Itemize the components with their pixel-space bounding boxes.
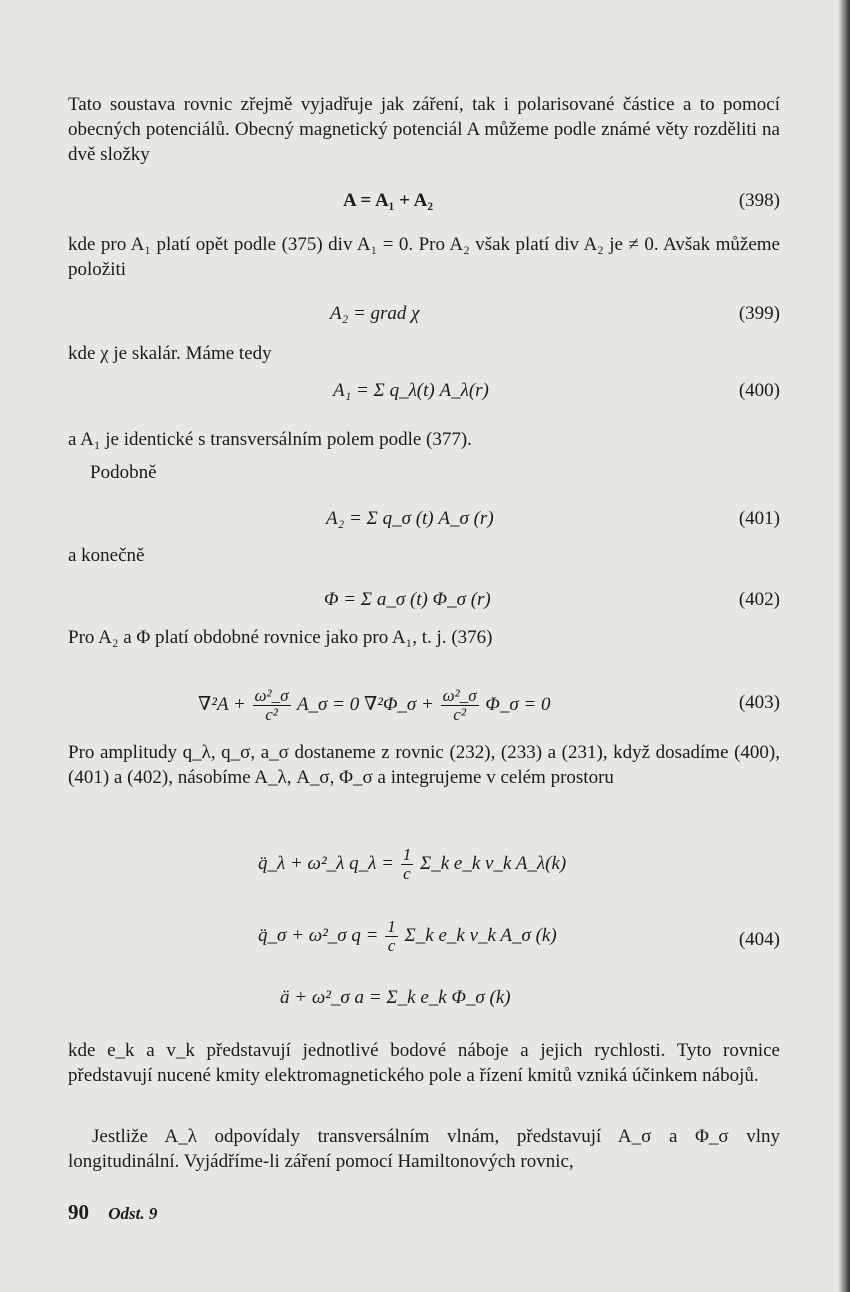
book-spine-shadow bbox=[838, 0, 850, 1292]
equation-404b-left: q̈_σ + ω²_σ q = bbox=[258, 924, 384, 946]
equation-402-number: (402) bbox=[738, 589, 780, 610]
equation-401-expr: A₂ = Σ q_σ (t) A_σ (r) bbox=[326, 508, 494, 529]
equation-400-expr: A₁ = Σ q_λ(t) A_λ(r) bbox=[333, 380, 489, 401]
equation-404b-right: Σ_k e_k v_k A_σ (k) bbox=[404, 924, 557, 946]
fraction-numerator: 1 bbox=[402, 845, 412, 864]
paragraph-5: Podobně bbox=[90, 462, 157, 483]
paragraph-10: Jestliže A_λ odpovídaly transversálním vlnám, představují A_σ a Φ_σ vlny longitudinální. Vyjádříme-li záření pomocí Hamiltonových rovnic, bbox=[68, 1126, 780, 1172]
paragraph-9: kde e_k a v_k představují jednotlivé bodové náboje a jejich rychlosti. Tyto rovnice představují nucené kmity elektromagnetického pole a řízení kmitů vzniká účinkem nábojů. bbox=[68, 1040, 780, 1086]
equation-402 bbox=[68, 584, 780, 616]
page-number: 90 bbox=[68, 1200, 89, 1224]
equation-403-number: (403) bbox=[738, 692, 780, 713]
paragraph-1: Tato soustava rovnic zřejmě vyjadřuje jak záření, tak i polarisované částice a to pomocí obecných potenciálů. Obecný magnetický potenciál A můžeme podle známé věty rozděliti na dvě složky bbox=[68, 94, 780, 165]
fraction-denominator: c bbox=[403, 864, 411, 883]
page-footer bbox=[68, 1200, 157, 1225]
equation-404b-body bbox=[258, 918, 557, 955]
equation-403-fraction-1 bbox=[253, 687, 291, 724]
equation-404-number: (404) bbox=[738, 929, 780, 950]
fraction-numerator: ω²_σ bbox=[442, 686, 477, 705]
equation-404b bbox=[68, 912, 780, 956]
equation-398 bbox=[68, 185, 780, 217]
equation-399 bbox=[68, 298, 780, 330]
paragraph-4: a A₁ je identické s transversálním polem podle (377). bbox=[68, 429, 472, 450]
equation-404a-fraction bbox=[401, 846, 414, 883]
equation-398-number: (398) bbox=[738, 190, 780, 211]
equation-402-expr: Φ = Σ a_σ (t) Φ_σ (r) bbox=[324, 589, 491, 610]
equation-403-right: Φ_σ = 0 bbox=[485, 693, 551, 715]
equation-404a bbox=[68, 840, 780, 884]
equation-404a-left: q̈_λ + ω²_λ q_λ = bbox=[258, 852, 399, 874]
paragraph-2: kde pro A₁ platí opět podle (375) div A₁ = 0. Pro A₂ však platí div A₂ je ≠ 0. Avšak můžeme položiti bbox=[68, 234, 780, 280]
equation-403 bbox=[68, 683, 780, 723]
equation-403-body bbox=[198, 687, 551, 724]
equation-404a-body bbox=[258, 846, 566, 883]
equation-400 bbox=[68, 375, 780, 407]
equation-401 bbox=[68, 503, 780, 535]
paragraph-7: Pro A₂ a Φ platí obdobné rovnice jako pro A₁, t. j. (376) bbox=[68, 627, 493, 648]
equation-404b-fraction bbox=[385, 918, 398, 955]
section-label: Odst. 9 bbox=[108, 1204, 158, 1223]
paragraph-8: Pro amplitudy q_λ, q_σ, a_σ dostaneme z rovnic (232), (233) a (231), když dosadíme (400), (401) a (402), násobíme A_λ, A_σ, Φ_σ a integrujeme v celém prostoru bbox=[68, 742, 780, 788]
equation-399-number: (399) bbox=[738, 303, 780, 324]
equation-403-left: ∇²A + bbox=[198, 693, 246, 715]
fraction-denominator: c² bbox=[453, 705, 466, 724]
paragraph-6: a konečně bbox=[68, 545, 145, 566]
equation-403-fraction-2 bbox=[441, 687, 479, 724]
fraction-denominator: c² bbox=[265, 705, 278, 724]
equation-398-expr: A = A₁ + A₂ bbox=[343, 190, 434, 211]
fraction-numerator: ω²_σ bbox=[254, 686, 289, 705]
paragraph-3: kde χ je skalár. Máme tedy bbox=[68, 343, 272, 364]
equation-404c-expr: ä + ω²_σ a = Σ_k e_k Φ_σ (k) bbox=[280, 987, 511, 1008]
equation-401-number: (401) bbox=[738, 508, 780, 529]
equation-404c bbox=[68, 982, 780, 1014]
fraction-denominator: c bbox=[387, 936, 396, 955]
equation-404a-right: Σ_k e_k v_k A_λ(k) bbox=[419, 852, 567, 874]
fraction-numerator: 1 bbox=[387, 917, 396, 936]
equation-403-middle: A_σ = 0 ∇²Φ_σ + bbox=[296, 693, 434, 715]
equation-399-expr: A₂ = grad χ bbox=[330, 303, 420, 324]
equation-400-number: (400) bbox=[738, 380, 780, 401]
